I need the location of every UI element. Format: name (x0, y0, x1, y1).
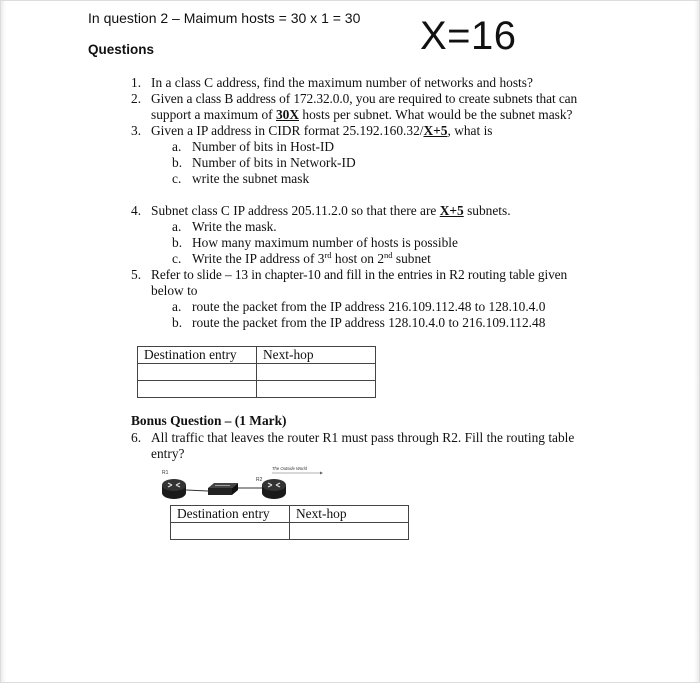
sub-text: Number of bits in Network-ID (192, 155, 356, 170)
column-header: Destination entry (138, 347, 257, 364)
question-text-line-2 (151, 107, 573, 123)
sub-text: write the subnet mask (192, 171, 310, 186)
superscript: nd (384, 250, 393, 260)
question-text-line-1: All traffic that leaves the router R1 must pass through R2. Fill the routing table (151, 430, 575, 445)
sub-label: a. (172, 299, 182, 314)
questions-heading: Questions (88, 42, 155, 57)
table-cell[interactable] (257, 381, 376, 398)
column-header: Next-hop (257, 347, 376, 364)
handwritten-note (88, 10, 360, 26)
question-text-line-2: entry? (151, 446, 185, 461)
text-run: host on 2 (331, 251, 385, 266)
network-diagram-svg (160, 466, 330, 506)
sub-label: b. (172, 315, 183, 330)
note-value: 30 x 1 = 30 (290, 10, 361, 26)
table-cell[interactable] (138, 364, 257, 381)
question-number: 3. (131, 123, 142, 138)
question-number: 2. (131, 91, 142, 106)
routing-table-bonus (170, 505, 409, 540)
table-row (171, 523, 409, 540)
sub-text (192, 251, 431, 267)
question-number: 5. (131, 267, 142, 282)
outside-world-label: The Outside World (272, 466, 307, 471)
sub-label: a. (172, 139, 182, 154)
sub-text: How many maximum number of hosts is possible (192, 235, 458, 250)
table-row (138, 364, 376, 381)
variable-x-plus-5: X+5 (423, 123, 448, 138)
column-header: Next-hop (290, 506, 409, 523)
table-cell[interactable] (290, 523, 409, 540)
text-run: subnets. (463, 203, 511, 218)
router-r2-icon (262, 479, 286, 499)
question-text-line-1: Given a class B address of 172.32.0.0, you are required to create subnets that can (151, 91, 578, 106)
table-cell[interactable] (257, 364, 376, 381)
question-number: 1. (131, 75, 142, 90)
table-row (138, 381, 376, 398)
switch-icon (208, 483, 238, 495)
network-diagram (160, 466, 330, 506)
text-run: hosts per subnet. What would be the subnet mask? (299, 107, 573, 122)
sub-text: route the packet from the IP address 216.109.112.48 to 128.10.4.0 (192, 299, 546, 314)
table-cell[interactable] (138, 381, 257, 398)
sub-label: a. (172, 219, 182, 234)
column-header: Destination entry (171, 506, 290, 523)
routing-table-r2 (137, 346, 376, 398)
table-header-row (138, 347, 376, 364)
outside-world-arrow-head (320, 472, 323, 475)
router-r1-icon (162, 479, 186, 499)
sub-label: c. (172, 251, 182, 266)
superscript: rd (324, 250, 332, 260)
text-run: Given a IP address in CIDR format 25.192.160.32/ (151, 123, 424, 138)
r1-label: R1 (162, 470, 169, 476)
text-run: Subnet class C IP address 205.11.2.0 so that there are (151, 203, 440, 218)
text-run: subnet (392, 251, 431, 266)
sub-label: b. (172, 155, 183, 170)
question-text (151, 123, 493, 139)
variable-x-plus-5: X+5 (439, 203, 464, 218)
sub-label: c. (172, 171, 182, 186)
sub-text: route the packet from the IP address 128.10.4.0 to 216.109.112.48 (192, 315, 546, 330)
text-run: , what is (447, 123, 493, 138)
sub-label: b. (172, 235, 183, 250)
question-text: In a class C address, find the maximum number of networks and hosts? (151, 75, 533, 90)
question-text (151, 203, 511, 219)
link-r1-switch (186, 490, 208, 491)
table-cell[interactable] (171, 523, 290, 540)
note-prefix: In question 2 – Maimum hosts = (88, 10, 291, 26)
table-header-row (171, 506, 409, 523)
question-text-line-1: Refer to slide – 13 in chapter-10 and fill in the entries in R2 routing table given (151, 267, 568, 282)
sub-text: Number of bits in Host-ID (192, 139, 335, 154)
sub-text: Write the mask. (192, 219, 277, 234)
question-number: 6. (131, 430, 142, 445)
question-text-line-2: below to (151, 283, 198, 298)
r2-label: R2 (256, 477, 263, 483)
question-number: 4. (131, 203, 142, 218)
variable-30x: 30X (275, 107, 300, 122)
bonus-heading: Bonus Question – (1 Mark) (131, 413, 287, 428)
x-equation: X=16 (420, 14, 517, 58)
text-run: Write the IP address of 3 (192, 251, 325, 266)
text-run: support a maximum of (151, 107, 276, 122)
